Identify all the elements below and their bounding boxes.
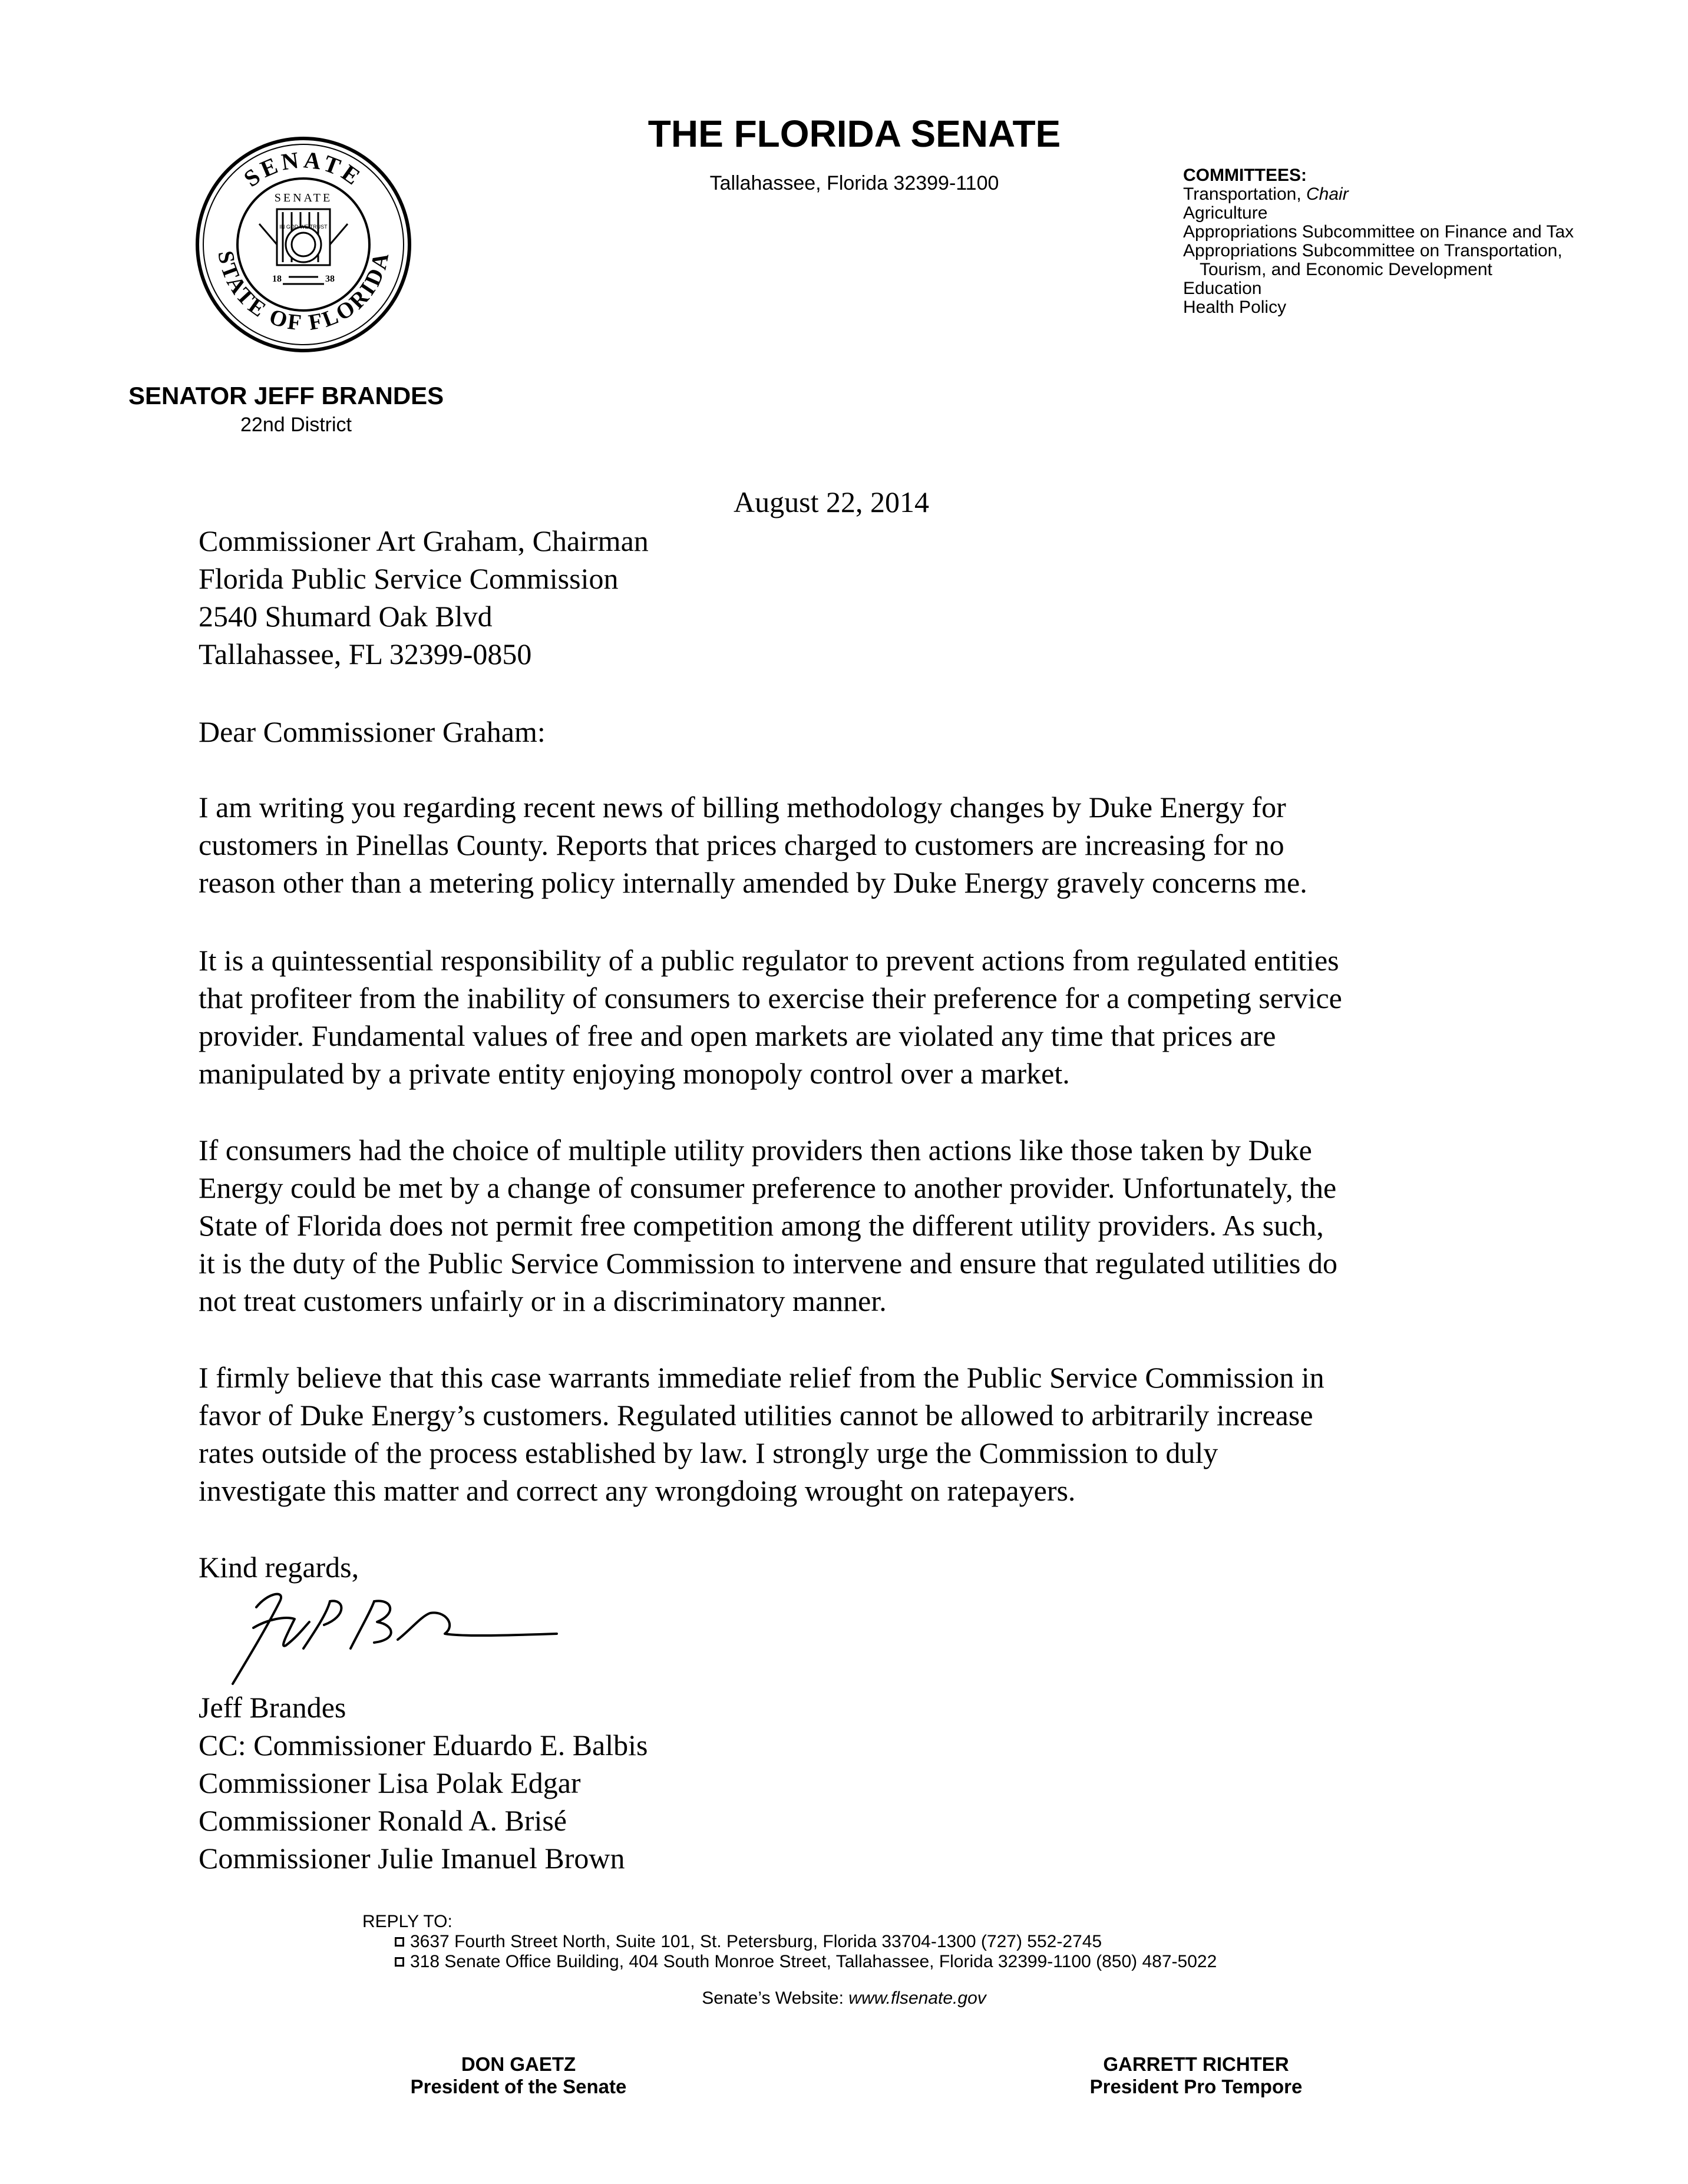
website-line xyxy=(0,1988,1688,2008)
committee-item-continued: Tourism, and Economic Development xyxy=(1200,260,1492,279)
paragraph-line: It is a quintessential responsibility of a public regulator to prevent actions from regulated entities xyxy=(199,944,1339,977)
salutation: Dear Commissioner Graham: xyxy=(199,715,546,748)
closing: Kind regards, xyxy=(199,1551,359,1584)
checkbox-icon[interactable] xyxy=(395,1957,404,1967)
paragraph-line: manipulated by a private entity enjoying monopoly control over a market. xyxy=(199,1057,1070,1090)
cc-line: CC: Commissioner Eduardo E. Balbis xyxy=(199,1729,648,1762)
body-paragraph xyxy=(199,788,1530,901)
paragraph-line: reason other than a metering policy internally amended by Duke Energy gravely concerns me. xyxy=(199,866,1307,899)
senator-district: 22nd District xyxy=(240,414,352,436)
paragraph-line: customers in Pinellas County. Reports that prices charged to customers are increasing for no xyxy=(199,828,1284,861)
committee-item: Education xyxy=(1183,279,1262,298)
recipient-block xyxy=(199,522,649,673)
committees-list xyxy=(1183,166,1672,317)
svg-text:SENATE xyxy=(239,146,368,192)
paragraph-line: that profiteer from the inability of consumers to exercise their preference for a competing service xyxy=(199,982,1342,1015)
seal-inner-text: SENATE xyxy=(274,191,333,204)
officer-name: GARRETT RICHTER xyxy=(1103,2053,1289,2075)
paragraph-line: I firmly believe that this case warrants immediate relief from the Public Service Commission in xyxy=(199,1361,1324,1394)
recipient-line: Commissioner Art Graham, Chairman xyxy=(199,524,649,557)
letterhead-title: THE FLORIDA SENATE xyxy=(648,113,1061,155)
committee-item: Transportation, Chair xyxy=(1183,184,1349,204)
handwritten-signature xyxy=(197,1584,563,1690)
reply-to-block xyxy=(362,1912,1217,1972)
signoff-block xyxy=(199,1689,648,1877)
reply-address-row xyxy=(362,1952,1217,1972)
recipient-line: 2540 Shumard Oak Blvd xyxy=(199,600,493,633)
reply-address-row xyxy=(362,1932,1217,1952)
committee-role: Chair xyxy=(1306,184,1349,204)
paragraph-line: I am writing you regarding recent news of billing methodology changes by Duke Energy for xyxy=(199,791,1286,824)
paragraph-line: favor of Duke Energy’s customers. Regulated utilities cannot be allowed to arbitrarily increase xyxy=(199,1399,1313,1432)
website-label: Senate’s Website: xyxy=(702,1988,849,2008)
body-paragraph xyxy=(199,1359,1530,1509)
paragraph-line: If consumers had the choice of multiple utility providers then actions like those taken by Duke xyxy=(199,1134,1312,1167)
officer-president xyxy=(371,2053,666,2098)
senator-name: SENATOR JEFF BRANDES xyxy=(128,382,444,409)
paragraph-line: provider. Fundamental values of free and open markets are violated any time that prices are xyxy=(199,1019,1276,1052)
seal-top-text: SENATE xyxy=(239,146,368,192)
reply-to-label: REPLY TO: xyxy=(362,1912,452,1931)
body-paragraph xyxy=(199,941,1530,1092)
officer-title: President of the Senate xyxy=(410,2076,627,2097)
committees-heading: COMMITTEES: xyxy=(1183,166,1307,185)
reply-address: 3637 Fourth Street North, Suite 101, St. Petersburg, Florida 33704-1300 (727) 552-2745 xyxy=(410,1932,1102,1951)
seal-emblem xyxy=(259,209,348,284)
body-paragraph xyxy=(199,1131,1530,1320)
seal-year-right: 38 xyxy=(325,274,335,284)
officer-president-pro-tempore xyxy=(1049,2053,1343,2098)
committee-item: Health Policy xyxy=(1183,298,1287,317)
cc-line: Commissioner Lisa Polak Edgar xyxy=(199,1766,581,1799)
recipient-line: Tallahassee, FL 32399-0850 xyxy=(199,637,532,670)
seal-bottom-text: STATE OF FLORIDA xyxy=(213,248,395,336)
letter-date: August 22, 2014 xyxy=(734,485,929,518)
paragraph-line: it is the duty of the Public Service Commission to intervene and ensure that regulated utilities do xyxy=(199,1247,1337,1280)
seal-motto: IN GOD WE TRUST xyxy=(279,224,328,230)
cc-line: Commissioner Julie Imanuel Brown xyxy=(199,1842,625,1875)
officer-title: President Pro Tempore xyxy=(1089,2076,1303,2097)
recipient-line: Florida Public Service Commission xyxy=(199,562,619,595)
officer-name: DON GAETZ xyxy=(461,2053,576,2075)
checkbox-icon[interactable] xyxy=(395,1937,404,1947)
letterhead-address: Tallahassee, Florida 32399-1100 xyxy=(709,172,999,194)
website-link[interactable]: www.flsenate.gov xyxy=(848,1988,986,2008)
signer-name: Jeff Brandes xyxy=(199,1691,346,1724)
paragraph-line: investigate this matter and correct any wrongdoing wrought on ratepayers. xyxy=(199,1474,1076,1507)
committee-item: Appropriations Subcommittee on Transportation, xyxy=(1183,241,1563,260)
paragraph-line: not treat customers unfairly or in a discriminatory manner. xyxy=(199,1284,887,1317)
seal-year-left: 18 xyxy=(272,274,282,284)
committee-item: Agriculture xyxy=(1183,203,1268,223)
state-senate-seal xyxy=(194,136,412,353)
paragraph-line: State of Florida does not permit free competition among the different utility providers. As such, xyxy=(199,1209,1324,1242)
paragraph-line: Energy could be met by a change of consumer preference to another provider. Unfortunately, the xyxy=(199,1171,1337,1204)
paragraph-line: rates outside of the process established by law. I strongly urge the Commission to duly xyxy=(199,1436,1218,1469)
cc-line: Commissioner Ronald A. Brisé xyxy=(199,1804,567,1837)
committee-item: Appropriations Subcommittee on Finance and Tax xyxy=(1183,222,1574,242)
reply-address: 318 Senate Office Building, 404 South Monroe Street, Tallahassee, Florida 32399-1100 (850) 487-5022 xyxy=(410,1952,1217,1971)
